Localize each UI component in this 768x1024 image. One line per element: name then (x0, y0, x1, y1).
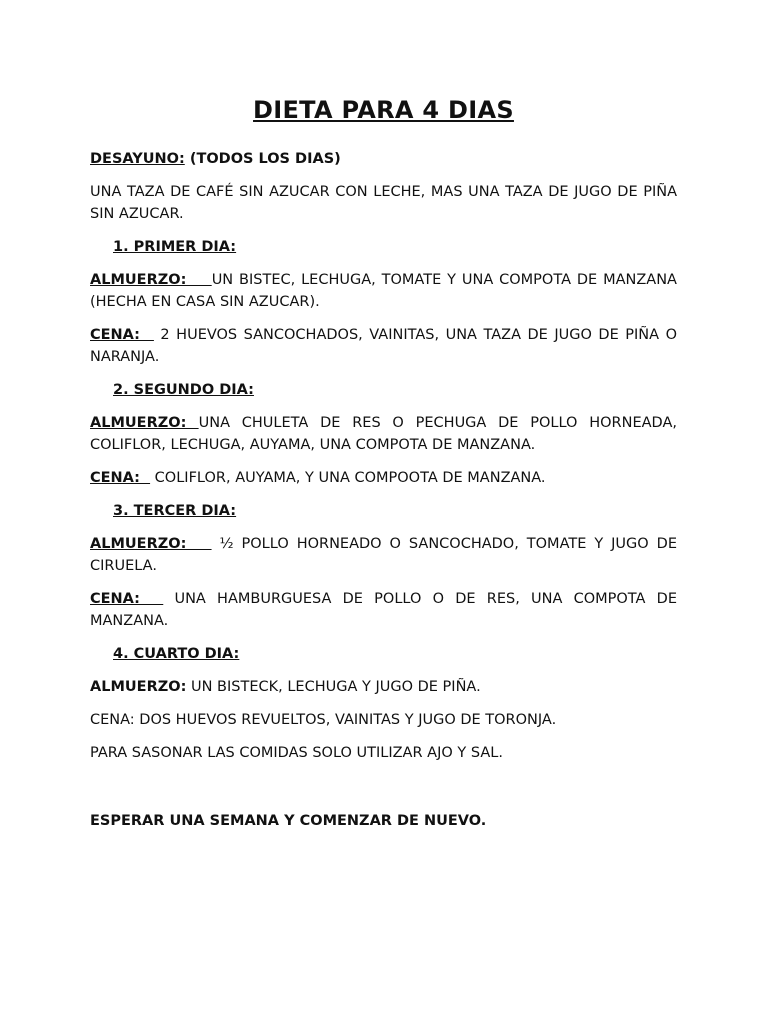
almuerzo-text: UN BISTECK, LECHUGA Y JUGO DE PIÑA. (186, 679, 481, 695)
desayuno-heading (90, 148, 677, 170)
almuerzo-text: UN BISTEC, LECHUGA, TOMATE Y UNA COMPOTA DE MANZANA (HECHA EN CASA SIN AZUCAR). (90, 272, 677, 310)
cena-label: CENA: (90, 470, 151, 486)
cena-label: CENA: (90, 327, 154, 343)
cena-text: UNA HAMBURGUESA DE POLLO O DE RES, UNA COMPOTA DE MANZANA. (90, 591, 677, 629)
seasoning-note: PARA SASONAR LAS COMIDAS SOLO UTILIZAR AJO Y SAL. (90, 745, 503, 761)
day-2-heading: 2. SEGUNDO DIA: (113, 382, 254, 398)
almuerzo-label: ALMUERZO: (90, 415, 199, 431)
almuerzo-label: ALMUERZO: (90, 679, 187, 695)
day-2-almuerzo (90, 412, 677, 456)
cena-label: CENA: (90, 591, 164, 607)
almuerzo-text: UNA CHULETA DE RES O PECHUGA DE POLLO HORNEADA, COLIFLOR, LECHUGA, AUYAMA, UNA COMPOTA DE MANZANA. (90, 415, 677, 453)
almuerzo-text: ½ POLLO HORNEADO O SANCOCHADO, TOMATE Y JUGO DE CIRUELA. (90, 536, 677, 574)
day-3-heading: 3. TERCER DIA: (113, 503, 237, 519)
closing-note: ESPERAR UNA SEMANA Y COMENZAR DE NUEVO. (90, 813, 487, 829)
almuerzo-label: ALMUERZO: (90, 536, 212, 552)
day-1-heading: 1. PRIMER DIA: (113, 239, 237, 255)
desayuno-note: (TODOS LOS DIAS) (184, 151, 341, 167)
day-4-heading: 4. CUARTO DIA: (113, 646, 240, 662)
document-title: DIETA PARA 4 DIAS (253, 96, 514, 124)
day-1-cena (90, 324, 677, 368)
cena-text: COLIFLOR, AUYAMA, Y UNA COMPOOTA DE MANZANA. (150, 470, 546, 486)
day-4-cena: CENA: DOS HUEVOS REVUELTOS, VAINITAS Y JUGO DE TORONJA. (90, 712, 557, 728)
day-2-cena (90, 467, 677, 489)
day-3-cena (90, 588, 677, 632)
almuerzo-label: ALMUERZO: (90, 272, 212, 288)
desayuno-label: DESAYUNO: (90, 151, 185, 167)
day-1-almuerzo (90, 269, 677, 313)
cena-text: 2 HUEVOS SANCOCHADOS, VAINITAS, UNA TAZA DE JUGO DE PIÑA O NARANJA. (90, 327, 677, 365)
day-3-almuerzo (90, 533, 677, 577)
day-4-almuerzo (90, 676, 677, 698)
spacer (90, 775, 677, 810)
desayuno-text: UNA TAZA DE CAFÉ SIN AZUCAR CON LECHE, MAS UNA TAZA DE JUGO DE PIÑA SIN AZUCAR. (90, 184, 677, 222)
